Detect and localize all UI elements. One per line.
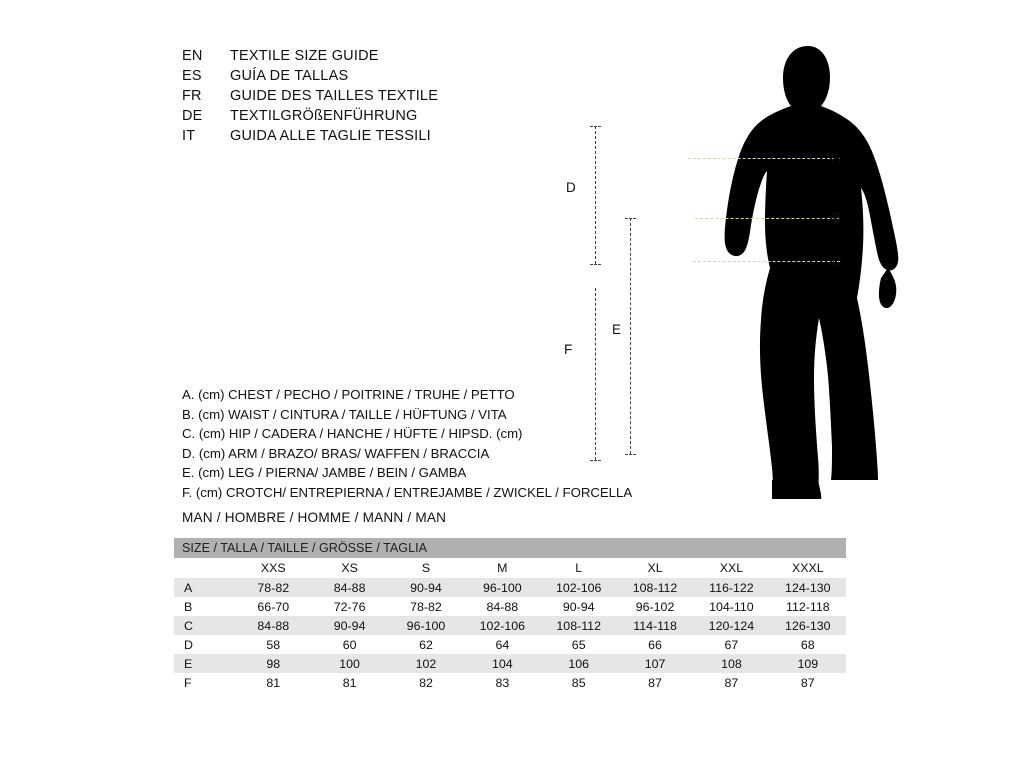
table-header-band — [174, 538, 846, 558]
cell-a-m: 96-100 — [464, 578, 540, 597]
cell-b-l: 90-94 — [541, 597, 617, 616]
size-table — [174, 538, 846, 692]
row-label-f: F — [174, 673, 235, 692]
waist-line — [695, 218, 840, 219]
cell-c-m: 102-106 — [464, 616, 540, 635]
leg-dimension-line — [630, 218, 631, 454]
corner-cell — [174, 558, 235, 578]
cell-c-xl: 114-118 — [617, 616, 693, 635]
col-header-xxxl: XXXL — [770, 558, 846, 578]
col-header-xs: XS — [311, 558, 387, 578]
cell-b-xxxl: 112-118 — [770, 597, 846, 616]
label-d: D — [566, 180, 576, 195]
table-row — [174, 635, 846, 654]
title-row — [182, 48, 602, 68]
cell-c-xxxl: 126-130 — [770, 616, 846, 635]
label-b: B — [832, 210, 842, 225]
label-c: C — [832, 254, 842, 269]
row-label-c: C — [174, 616, 235, 635]
cell-d-s: 62 — [388, 635, 464, 654]
cell-e-s: 102 — [388, 654, 464, 673]
row-label-a: A — [174, 578, 235, 597]
crotch-dimension-line — [595, 288, 596, 460]
cell-e-xxl: 108 — [693, 654, 769, 673]
cell-d-xl: 66 — [617, 635, 693, 654]
cell-c-s: 96-100 — [388, 616, 464, 635]
table-header-label: SIZE / TALLA / TAILLE / GRÖSSE / TAGLIA — [174, 538, 846, 558]
cell-b-xxl: 104-110 — [693, 597, 769, 616]
title-text-de: TEXTILGRÖßENFÜHRUNG — [230, 108, 418, 124]
hip-line — [693, 261, 840, 262]
label-e: E — [612, 322, 622, 337]
table-row — [174, 673, 846, 692]
body-diagram — [560, 40, 980, 500]
cell-e-xxs: 98 — [235, 654, 311, 673]
label-a: A — [832, 150, 842, 165]
cell-b-s: 78-82 — [388, 597, 464, 616]
legend-item-c: C. (cm) HIP / CADERA / HANCHE / HÜFTE / HIPSD. (cm) — [182, 426, 523, 441]
cell-d-xxs: 58 — [235, 635, 311, 654]
cell-c-xxs: 84-88 — [235, 616, 311, 635]
cell-c-xs: 90-94 — [311, 616, 387, 635]
cell-a-xs: 84-88 — [311, 578, 387, 597]
col-header-xxl: XXL — [693, 558, 769, 578]
title-text-es: GUÍA DE TALLAS — [230, 68, 349, 84]
cell-f-xl: 87 — [617, 673, 693, 692]
row-label-b: B — [174, 597, 235, 616]
table-row — [174, 616, 846, 635]
cell-c-xxl: 120-124 — [693, 616, 769, 635]
cell-a-xxl: 116-122 — [693, 578, 769, 597]
label-f: F — [564, 342, 573, 357]
legend-item-b: B. (cm) WAIST / CINTURA / TAILLE / HÜFTUNG / VITA — [182, 406, 507, 422]
arm-dimension-line — [595, 126, 596, 264]
male-silhouette-icon — [680, 40, 910, 500]
gender-label: MAN / HOMBRE / HOMME / MANN / MAN — [182, 510, 447, 525]
arm-dimension-tick-bottom — [590, 264, 601, 265]
cell-a-l: 102-106 — [541, 578, 617, 597]
title-row — [182, 88, 602, 108]
title-row — [182, 108, 602, 128]
cell-f-xxs: 81 — [235, 673, 311, 692]
table-row — [174, 654, 846, 673]
chest-line — [688, 158, 840, 159]
title-text-fr: GUIDE DES TAILLES TEXTILE — [230, 88, 439, 104]
legend-item-a: A. (cm) CHEST / PECHO / POITRINE / TRUHE / PETTO — [182, 387, 515, 402]
cell-e-l: 106 — [541, 654, 617, 673]
cell-e-xl: 107 — [617, 654, 693, 673]
title-row — [182, 68, 602, 88]
title-lang-es: ES — [182, 68, 202, 84]
title-block — [182, 48, 602, 148]
cell-b-m: 84-88 — [464, 597, 540, 616]
title-lang-de: DE — [182, 108, 203, 124]
cell-d-xxl: 67 — [693, 635, 769, 654]
cell-f-l: 85 — [541, 673, 617, 692]
col-header-m: M — [464, 558, 540, 578]
title-lang-en: EN — [182, 48, 203, 64]
cell-c-l: 108-112 — [541, 616, 617, 635]
col-header-xxs: XXS — [235, 558, 311, 578]
cell-f-m: 83 — [464, 673, 540, 692]
crotch-dimension-tick-bottom — [590, 460, 601, 461]
title-lang-it: IT — [182, 128, 196, 144]
row-label-d: D — [174, 635, 235, 654]
leg-dimension-tick-bottom — [625, 454, 636, 455]
cell-b-xs: 72-76 — [311, 597, 387, 616]
cell-a-xxs: 78-82 — [235, 578, 311, 597]
title-text-en: TEXTILE SIZE GUIDE — [230, 48, 379, 64]
cell-d-m: 64 — [464, 635, 540, 654]
cell-e-m: 104 — [464, 654, 540, 673]
col-header-l: L — [541, 558, 617, 578]
table-row — [174, 578, 846, 597]
cell-b-xl: 96-102 — [617, 597, 693, 616]
cell-a-xxxl: 124-130 — [770, 578, 846, 597]
col-header-s: S — [388, 558, 464, 578]
cell-f-xxl: 87 — [693, 673, 769, 692]
cell-f-s: 82 — [388, 673, 464, 692]
cell-d-l: 65 — [541, 635, 617, 654]
cell-a-s: 90-94 — [388, 578, 464, 597]
cell-b-xxs: 66-70 — [235, 597, 311, 616]
cell-d-xxxl: 68 — [770, 635, 846, 654]
cell-a-xl: 108-112 — [617, 578, 693, 597]
legend-item-e: E. (cm) LEG / PIERNA/ JAMBE / BEIN / GAMBA — [182, 465, 467, 480]
title-text-it: GUIDA ALLE TAGLIE TESSILI — [230, 128, 431, 144]
cell-e-xxxl: 109 — [770, 654, 846, 673]
cell-e-xs: 100 — [311, 654, 387, 673]
title-lang-fr: FR — [182, 88, 202, 104]
size-table-body — [174, 538, 846, 692]
cell-d-xs: 60 — [311, 635, 387, 654]
table-column-headers — [174, 558, 846, 578]
title-row — [182, 128, 602, 148]
legend-item-f: F. (cm) CROTCH/ ENTREPIERNA / ENTREJAMBE / ZWICKEL / FORCELLA — [182, 484, 633, 500]
legend-item-d: D. (cm) ARM / BRAZO/ BRAS/ WAFFEN / BRACCIA — [182, 445, 490, 461]
col-header-xl: XL — [617, 558, 693, 578]
row-label-e: E — [174, 654, 235, 673]
arm-dimension-tick-top — [590, 126, 601, 127]
cell-f-xs: 81 — [311, 673, 387, 692]
leg-dimension-tick-top — [625, 218, 636, 219]
table-row — [174, 597, 846, 616]
cell-f-xxxl: 87 — [770, 673, 846, 692]
